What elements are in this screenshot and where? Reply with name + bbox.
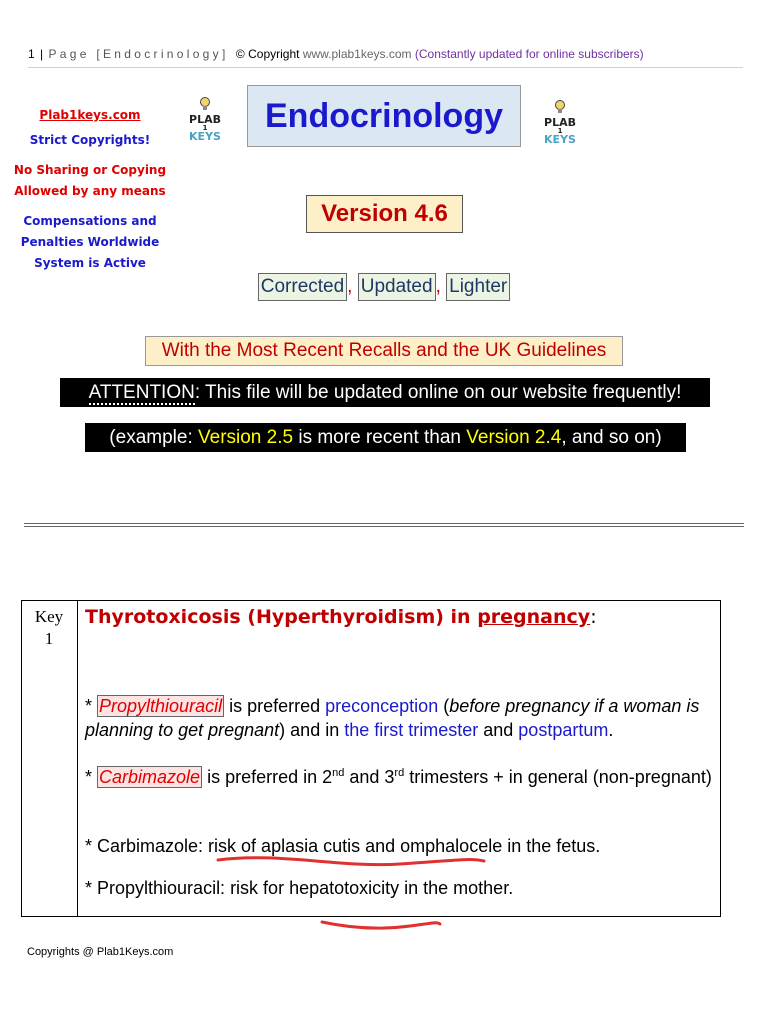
example-middle: is more recent than [293,427,467,448]
site-link[interactable]: Plab1keys.com [39,108,141,122]
header-section-label: Page [Endocrinology] [48,47,229,61]
website-link[interactable]: www.plab1keys.com [302,47,412,61]
copyright-text: © Copyright [235,47,300,61]
handwritten-underline-risk [218,858,484,865]
tag-separator: , [435,276,441,297]
handwritten-underline-hepatotoxicity [322,922,440,928]
highlight-postpartum: postpartum [518,720,609,740]
bullet-star: * [85,696,98,716]
key-number: 1 [44,629,54,648]
tag-separator: , [347,276,353,297]
logo-plab-text: PLAB [544,116,576,129]
key-title-pregnancy: pregnancy [477,606,591,628]
tag-corrected: Corrected [258,273,347,301]
header-separator: | [40,47,44,61]
page-footer: Copyrights @ Plab1Keys.com [27,946,174,958]
paragraph-carbimazole-risk: * Carbimazole: risk of aplasia cutis and omphalocele in the fetus. [85,836,601,856]
drug-propylthiouracil: Propylthiouracil [99,696,223,716]
no-sharing-line-2: Allowed by any means [14,184,166,198]
attention-text: : This file will be updated online on our website frequently! [194,382,682,403]
document-title: Endocrinology [247,85,521,147]
logo-one-text: 1 [557,127,563,135]
example-version-new: Version 2.5 [198,427,294,448]
logo-one-text: 1 [202,124,208,132]
tag-lighter: Lighter [446,273,510,301]
recalls-banner: With the Most Recent Recalls and the UK Guidelines [145,336,623,366]
superscript: rd [394,767,405,779]
text-span: is preferred in 2 [202,767,333,787]
italic-note: before pregnancy if a woman is planning to get pregnant [85,696,700,740]
page-number: 1 [28,47,35,61]
paragraph-ptu-risk: * Propylthiouracil: risk for hepatotoxicity in the mother. [85,878,514,898]
no-sharing-line-1: No Sharing or Copying [13,163,167,177]
compensation-line-1: Compensations and [23,214,157,228]
text-span: is preferred [224,696,326,716]
compensation-line-3: System is Active [34,256,146,270]
logo-keys-text: KEYS [189,130,221,143]
text-span: ( [438,696,450,716]
strict-copyright: Strict Copyrights! [29,133,151,147]
example-suffix: , and so on) [561,427,662,448]
subscriber-note: (Constantly updated for online subscribers) [414,47,644,61]
text-span: and 3 [344,767,395,787]
logo-plab-text: PLAB [189,113,221,126]
highlight-first-trimester: the first trimester [344,720,479,740]
text-span: . [608,720,614,740]
key-title-colon: : [590,606,597,628]
logo-keys-text: KEYS [544,133,576,146]
drug-carbimazole: Carbimazole [99,767,201,787]
text-span: trimesters + in general (non-pregnant) [404,767,712,787]
superscript: nd [332,767,345,779]
example-prefix: (example: [109,427,198,448]
tag-updated: Updated [358,273,436,301]
version-label: Version 4.6 [306,195,463,233]
key-label: Key [34,607,64,626]
example-version-old: Version 2.4 [466,427,562,448]
key-title-main: Thyrotoxicosis (Hyperthyroidism) in [85,606,478,628]
text-span: ) and in [279,720,345,740]
highlight-preconception: preconception [325,696,439,716]
text-span: and [478,720,519,740]
attention-label: ATTENTION [88,382,195,403]
compensation-line-2: Penalties Worldwide [20,235,160,249]
bullet-star: * [85,767,98,787]
